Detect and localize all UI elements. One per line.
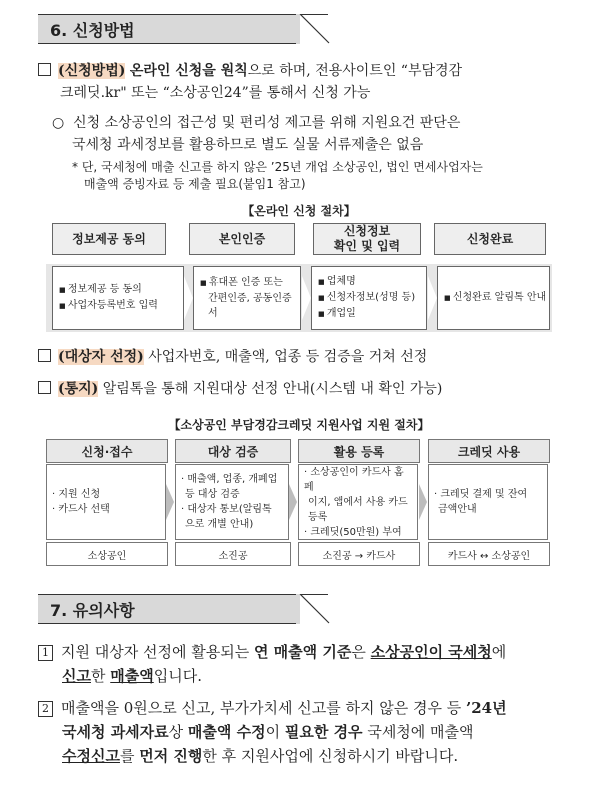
checkbox-square-icon [38, 381, 51, 394]
step-use-body [428, 464, 548, 540]
notice-underline: 매출액 [110, 667, 154, 685]
notice-2 [38, 696, 507, 720]
sub-item-line-2: 국세청 과세정보를 활용하므로 별도 실물 서류제출은 없음 [72, 137, 424, 153]
section-6-header [38, 14, 328, 44]
step-info-head-line-1: 신청정보 [343, 224, 391, 238]
notice-text: 를 [119, 747, 140, 765]
arrow-right-icon [419, 484, 427, 520]
notice-text: 상 [168, 723, 188, 741]
notice-bold: 연 매출액 기준 [253, 643, 352, 661]
selection-text: 사업자번호, 매출액, 업종 등 검증을 거쳐 선정 [148, 349, 428, 365]
section-7-header [38, 594, 328, 624]
list-item: · 카드사 선택 [52, 504, 110, 515]
method-text-1: 으로 하며, 전용사이트인 “부담경감 [247, 63, 463, 79]
step-use-foot: 카드사 ↔ 소상공인 [428, 542, 550, 566]
sub-item [52, 112, 460, 134]
notice-text: 이 [265, 723, 285, 741]
step-register-foot: 소진공 → 카드사 [298, 542, 420, 566]
step-consent-head: 정보제공 동의 [52, 223, 166, 255]
list-item: 등 대상 검증 [185, 489, 240, 500]
notify-tag: (통지) [58, 381, 99, 397]
method-bold: 온라인 신청을 원칙 [129, 63, 248, 79]
notify-text: 알림톡을 통해 지원대상 선정 안내(시스템 내 확인 가능) [102, 381, 443, 397]
step-verify-foot: 소진공 [175, 542, 291, 566]
step-info-head [313, 223, 421, 255]
list-item: ■ 정보제공 등 동의 [59, 282, 183, 298]
notice-text: 지원 대상자 선정에 활용되는 [61, 643, 254, 661]
step-verify-body [175, 464, 289, 540]
notice-bold: 국세청 과세자료 [62, 723, 169, 741]
list-item: · 소상공인이 카드사 홈페 [304, 466, 404, 493]
step-register-head: 활용 등록 [298, 439, 420, 463]
step-apply-foot: 소상공인 [46, 542, 168, 566]
notice-1-line-2 [62, 664, 202, 688]
step-consent-body [52, 266, 184, 330]
method-text-2: 크레딧.kr" 또는 “소상공인24”를 통해서 신청 가능 [60, 85, 371, 101]
notice-1 [38, 640, 506, 664]
step-apply-head: 신청·접수 [46, 439, 168, 463]
circle-bullet: ○ [52, 115, 65, 131]
list-item: 간편인증, 공동인증서 [208, 293, 292, 319]
notice-text: 에 [491, 643, 507, 661]
step-apply-body [46, 464, 166, 540]
notice-underline: 소상공인이 국세청 [370, 643, 492, 661]
step-register-body [298, 464, 418, 540]
notify-item [38, 378, 442, 400]
list-item: · 크레딧(50만원) 부여 [304, 526, 402, 538]
step-complete-head: 신청완료 [434, 223, 546, 255]
list-item: · 대상자 통보(알림톡 [181, 504, 272, 515]
number-box-2: 2 [38, 701, 53, 717]
list-item: 등록 [308, 511, 328, 523]
list-item: ■ 신청자정보(성명 등) [318, 290, 426, 306]
method-item [38, 60, 462, 82]
list-item: 이지, 앱에서 사용 카드 [308, 496, 408, 508]
method-tag: (신청방법) [58, 63, 126, 79]
sub-item-line-1: 신청 소상공인의 접근성 및 편리성 제고를 위해 지원요건 판단은 [73, 115, 461, 131]
list-item: · 지원 신청 [52, 489, 101, 500]
step-complete-body [437, 266, 550, 330]
notice-text: 한 후 지원사업에 신청하시기 바랍니다. [202, 747, 459, 765]
list-item: ■ 사업자등록번호 입력 [59, 298, 183, 314]
list-item: 으로 개별 안내) [185, 519, 254, 530]
list-item: 금액안내 [438, 504, 477, 515]
header-slash-decoration [296, 14, 330, 44]
selection-tag: (대상자 선정) [58, 349, 144, 365]
list-item: ■ 개업일 [318, 306, 426, 322]
step-auth-body [193, 266, 301, 330]
note-line-2: 매출액 증빙자료 등 제출 필요(붙임1 참고) [84, 177, 306, 191]
number-box-1: 1 [38, 645, 53, 661]
notice-text: 입니다. [153, 667, 202, 685]
notice-text: 한 [90, 667, 111, 685]
list-item: · 크레딧 결제 및 잔여 [434, 489, 528, 500]
notice-2-line-2 [62, 720, 474, 744]
step-use-head: 크레딧 사용 [428, 439, 550, 463]
notice-bold: 필요한 경우 [284, 723, 363, 741]
header-slash-decoration [296, 594, 330, 624]
step-verify-head: 대상 검증 [175, 439, 291, 463]
selection-item [38, 346, 427, 368]
online-process-title: 【온라인 신청 절차】 [242, 204, 356, 218]
step-info-body [311, 266, 427, 330]
list-item: ■ 신청완료 알림톡 안내 [444, 290, 549, 306]
notice-underline: 수정신고 [62, 747, 120, 765]
note-line-1: * 단, 국세청에 매출 신고를 하지 않은 ’25년 개업 소상공인, 법인 면세사업자는 [72, 160, 483, 174]
arrow-right-icon [166, 484, 174, 520]
notice-text: 국세청에 매출액 [362, 723, 474, 741]
list-item: ■ 업체명 [318, 274, 426, 290]
list-item: ■ 휴대폰 인증 또는 [200, 275, 300, 291]
notice-underline: 신고 [62, 667, 91, 685]
arrow-right-icon [289, 484, 297, 520]
step-auth-head: 본인인증 [189, 223, 295, 255]
list-item: · 매출액, 업종, 개폐업 [181, 474, 278, 485]
notice-text: 매출액을 0원으로 신고, 부가가치세 신고를 하지 않은 경우 등 [61, 699, 466, 717]
notice-text: 은 [351, 643, 371, 661]
checkbox-square-icon [38, 349, 51, 362]
notice-2-line-3 [62, 744, 458, 768]
section-6-title: 6. 신청방법 [50, 20, 135, 40]
notice-bold: 매출액 수정 [187, 723, 266, 741]
step-info-head-line-2: 확인 및 입력 [333, 239, 401, 253]
checkbox-square-icon [38, 63, 51, 76]
notice-bold: ’24년 [466, 699, 507, 717]
support-process-title: 【소상공인 부담경감크레딧 지원사업 지원 절차】 [168, 418, 430, 432]
section-7-title: 7. 유의사항 [50, 600, 135, 620]
notice-bold: 먼저 진행 [139, 747, 203, 765]
